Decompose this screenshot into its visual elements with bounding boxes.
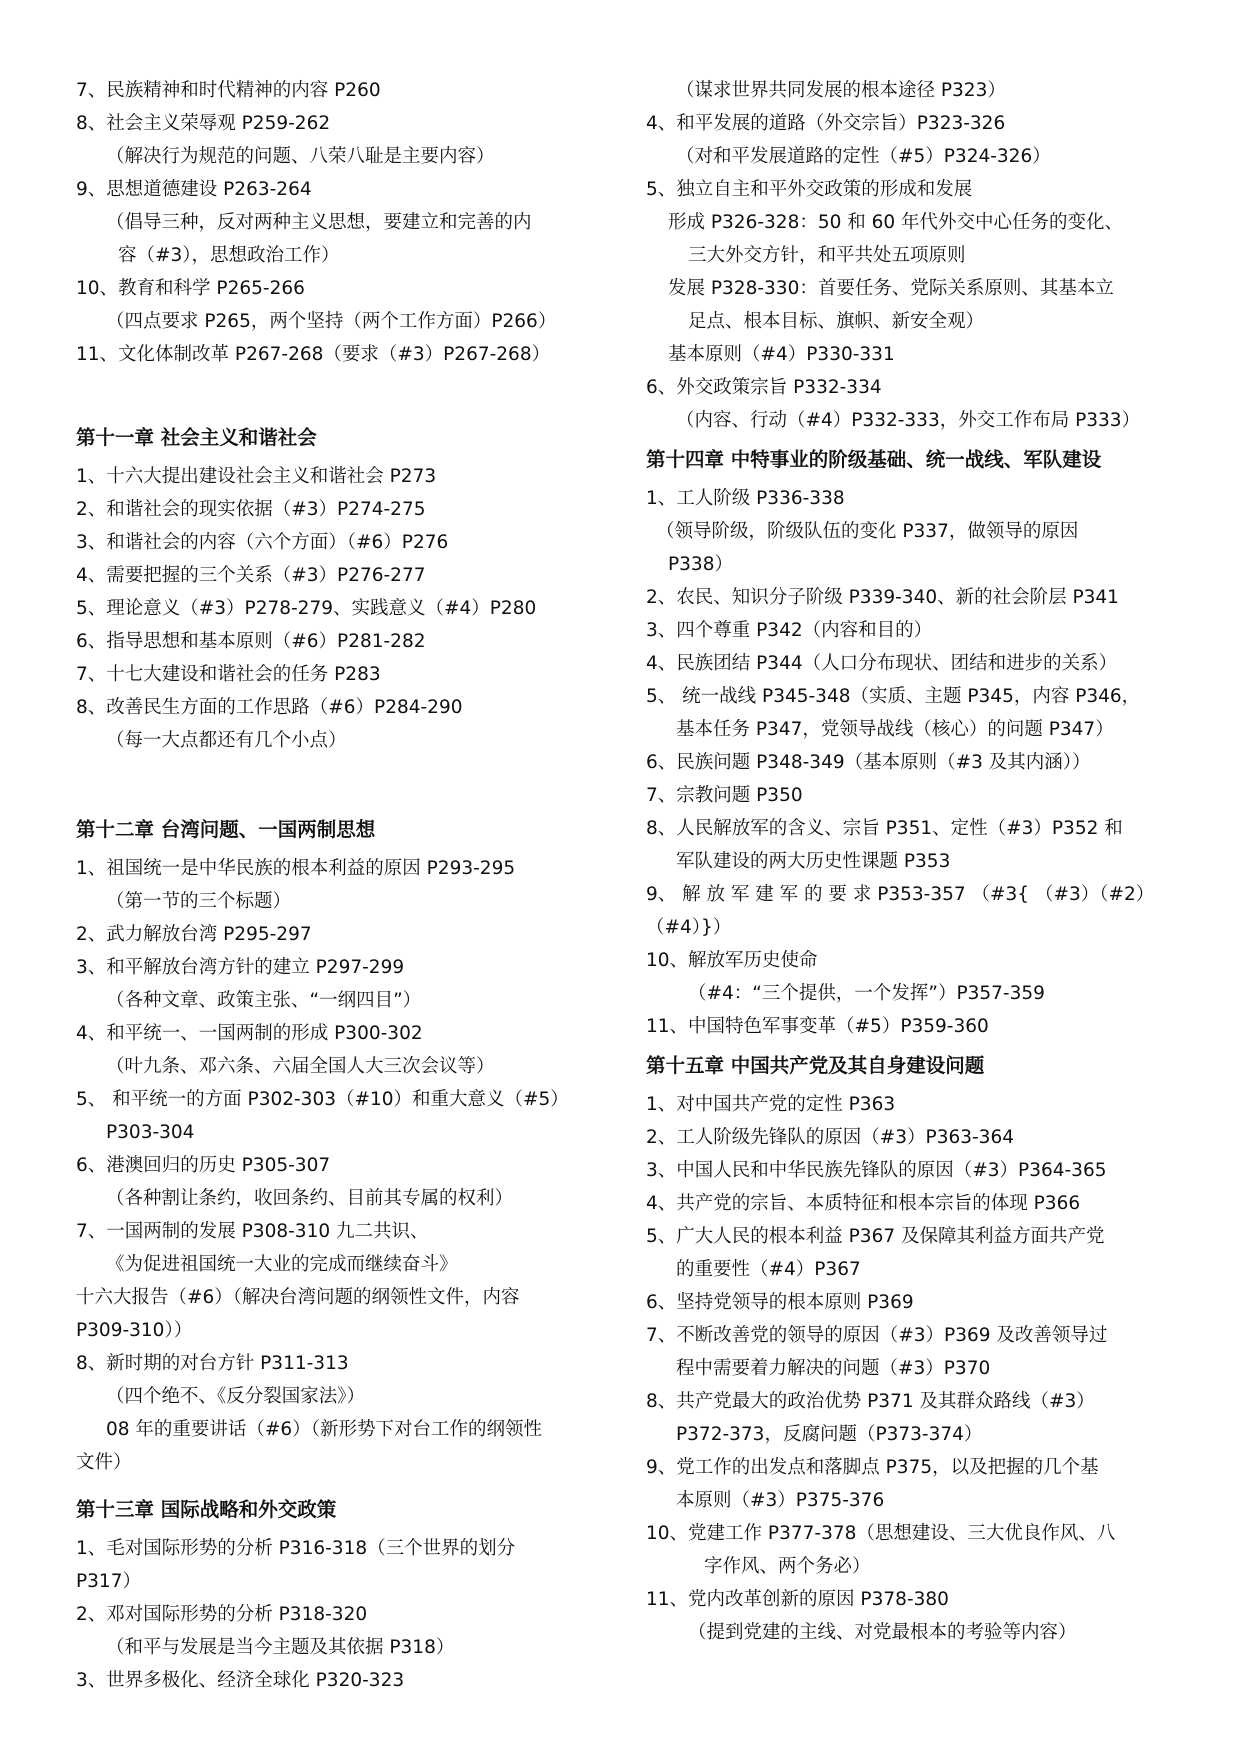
outline-line: （领导阶级，阶级队伍的变化 P337，做领导的原因: [656, 521, 1079, 542]
chapter-heading: 第十三章 国际战略和外交政策: [76, 1498, 337, 1521]
outline-line: P372-373，反腐问题（P373-374）: [676, 1424, 983, 1445]
outline-line: 7、十七大建设和谐社会的任务 P283: [76, 664, 381, 685]
outline-line: 3、中国人民和中华民族先锋队的原因（#3）P364-365: [646, 1160, 1107, 1181]
outline-line: （#4：“三个提供，一个发挥”）P357-359: [688, 983, 1045, 1004]
outline-line: 5、广大人民的根本利益 P367 及保障其利益方面共产党: [646, 1226, 1105, 1247]
outline-line: 08 年的重要讲话（#6）（新形势下对台工作的纲领性: [106, 1419, 542, 1440]
outline-line: 1、十六大提出建设社会主义和谐社会 P273: [76, 466, 437, 487]
outline-line: 5、理论意义（#3）P278-279、实践意义（#4）P280: [76, 598, 537, 619]
outline-line: （倡导三种，反对两种主义思想，要建立和完善的内: [106, 212, 532, 233]
outline-line: P338）: [668, 554, 733, 575]
outline-line: P317）: [76, 1571, 141, 1592]
outline-line: （第一节的三个标题）: [106, 891, 292, 912]
outline-line: P309-310））: [76, 1320, 193, 1341]
outline-line: 10、教育和科学 P265-266: [76, 278, 305, 299]
outline-line: 8、社会主义荣辱观 P259-262: [76, 113, 331, 134]
outline-line: 6、港澳回归的历史 P305-307: [76, 1155, 331, 1176]
outline-line: 2、农民、知识分子阶级 P339-340、新的社会阶层 P341: [646, 587, 1119, 608]
outline-line: （四点要求 P265，两个坚持（两个工作方面）P266）: [106, 311, 557, 332]
outline-line: （叶九条、邓六条、六届全国人大三次会议等）: [106, 1056, 495, 1077]
outline-line: 9、思想道德建设 P263-264: [76, 179, 312, 200]
outline-line: 军队建设的两大历史性课题 P353: [676, 851, 951, 872]
outline-line: P303-304: [106, 1122, 195, 1143]
outline-line: 3、世界多极化、经济全球化 P320-323: [76, 1670, 405, 1691]
outline-line: 6、外交政策宗旨 P332-334: [646, 377, 882, 398]
outline-line: 1、祖国统一是中华民族的根本利益的原因 P293-295: [76, 858, 516, 879]
outline-line: 8、改善民生方面的工作思路（#6）P284-290: [76, 697, 463, 718]
spacer: [76, 371, 616, 421]
outline-line: （解决行为规范的问题、八荣八耻是主要内容）: [106, 146, 495, 167]
outline-line: 8、新时期的对台方针 P311-313: [76, 1353, 349, 1374]
outline-line: 7、宗教问题 P350: [646, 785, 803, 806]
chapter-heading: 第十五章 中国共产党及其自身建设问题: [646, 1054, 985, 1077]
outline-line: 基本原则（#4）P330-331: [668, 344, 895, 365]
outline-line: 2、和谐社会的现实依据（#3）P274-275: [76, 499, 426, 520]
outline-line: 8、人民解放军的含义、宗旨 P351、定性（#3）P352 和: [646, 818, 1123, 839]
outline-line: 的重要性（#4）P367: [676, 1259, 861, 1280]
outline-line: 本原则（#3）P375-376: [676, 1490, 885, 1511]
outline-line: 2、武力解放台湾 P295-297: [76, 924, 312, 945]
chapter-heading: 第十一章 社会主义和谐社会: [76, 426, 317, 449]
outline-line: 9、 解 放 军 建 军 的 要 求 P353-357 （#3{ （#3）（#2）: [646, 884, 1155, 905]
outline-line: 11、党内改革创新的原因 P378-380: [646, 1589, 949, 1610]
spacer: [76, 1479, 616, 1493]
outline-line: 基本任务 P347，党领导战线（核心）的问题 P347）: [676, 719, 1114, 740]
chapter-heading: 第十二章 台湾问题、一国两制思想: [76, 818, 376, 841]
outline-line: 5、独立自主和平外交政策的形成和发展: [646, 179, 973, 200]
outline-line: 十六大报告（#6）（解决台湾问题的纲领性文件，内容: [76, 1287, 520, 1308]
outline-line: 1、工人阶级 P336-338: [646, 488, 845, 509]
outline-line: （内容、行动（#4）P332-333，外交工作布局 P333）: [676, 410, 1141, 431]
outline-line: 程中需要着力解决的问题（#3）P370: [676, 1358, 991, 1379]
outline-line: 4、需要把握的三个关系（#3）P276-277: [76, 565, 426, 586]
outline-line: 3、和平解放台湾方针的建立 P297-299: [76, 957, 405, 978]
outline-line: 7、一国两制的发展 P308-310 九二共识、: [76, 1221, 429, 1242]
outline-line: （每一大点都还有几个小点）: [106, 730, 347, 751]
outline-line: 2、邓对国际形势的分析 P318-320: [76, 1604, 368, 1625]
outline-line: 4、民族团结 P344（人口分布现状、团结和进步的关系）: [646, 653, 1118, 674]
outline-line: （谋求世界共同发展的根本途径 P323）: [676, 80, 1006, 101]
outline-line: 文件）: [76, 1452, 132, 1473]
outline-line: 1、毛对国际形势的分析 P316-318（三个世界的划分: [76, 1538, 516, 1559]
outline-line: 形成 P326-328：50 和 60 年代外交中心任务的变化、: [668, 212, 1124, 233]
outline-line: 4、和平统一、一国两制的形成 P300-302: [76, 1023, 423, 1044]
outline-line: 3、和谐社会的内容（六个方面）（#6）P276: [76, 532, 449, 553]
left-column: [76, 74, 616, 1697]
outline-line: 9、党工作的出发点和落脚点 P375，以及把握的几个基: [646, 1457, 1099, 1478]
outline-line: （和平与发展是当今主题及其依据 P318）: [106, 1637, 455, 1658]
outline-line: 3、四个尊重 P342（内容和目的）: [646, 620, 933, 641]
outline-line: 10、解放军历史使命: [646, 950, 818, 971]
outline-line: 2、工人阶级先锋队的原因（#3）P363-364: [646, 1127, 1014, 1148]
outline-line: 7、民族精神和时代精神的内容 P260: [76, 80, 381, 101]
outline-line: 5、 统一战线 P345-348（实质、主题 P345，内容 P346，: [646, 686, 1141, 707]
outline-line: （各种文章、政策主张、“一纲四目”）: [106, 990, 422, 1011]
outline-line: 6、指导思想和基本原则（#6）P281-282: [76, 631, 426, 652]
outline-line: 4、共产党的宗旨、本质特征和根本宗旨的体现 P366: [646, 1193, 1081, 1214]
outline-line: 6、民族问题 P348-349（基本原则（#3 及其内涵））: [646, 752, 1091, 773]
right-column: [646, 74, 1186, 1649]
outline-line: 三大外交方针，和平共处五项原则: [688, 245, 966, 266]
outline-line: （#4）}）: [646, 917, 732, 938]
outline-line: 发展 P328-330：首要任务、党际关系原则、其基本立: [668, 278, 1114, 299]
outline-line: 11、中国特色军事变革（#5）P359-360: [646, 1016, 989, 1037]
outline-line: （各种割让条约，收回条约、目前其专属的权利）: [106, 1188, 514, 1209]
outline-line: 8、共产党最大的政治优势 P371 及其群众路线（#3）: [646, 1391, 1095, 1412]
chapter-heading: 第十四章 中特事业的阶级基础、统一战线、军队建设: [646, 448, 1102, 471]
outline-line: （提到党建的主线、对党最根本的考验等内容）: [688, 1622, 1077, 1643]
outline-line: 4、和平发展的道路（外交宗旨）P323-326: [646, 113, 1006, 134]
outline-line: 10、党建工作 P377-378（思想建设、三大优良作风、八: [646, 1523, 1116, 1544]
spacer: [76, 757, 616, 807]
outline-line: 足点、根本目标、旗帜、新安全观）: [688, 311, 985, 332]
outline-line: 字作风、两个务必）: [704, 1556, 871, 1577]
outline-line: 容（#3），思想政治工作）: [118, 245, 340, 266]
outline-line: 《为促进祖国统一大业的完成而继续奋斗》: [106, 1254, 458, 1275]
outline-line: （四个绝不、《反分裂国家法》）: [106, 1386, 366, 1407]
outline-line: 11、文化体制改革 P267-268（要求（#3）P267-268）: [76, 344, 551, 365]
outline-line: 1、对中国共产党的定性 P363: [646, 1094, 896, 1115]
outline-line: 5、 和平统一的方面 P302-303（#10）和重大意义（#5）: [76, 1089, 569, 1110]
outline-line: （对和平发展道路的定性（#5）P324-326）: [676, 146, 1051, 167]
outline-line: 6、坚持党领导的根本原则 P369: [646, 1292, 914, 1313]
outline-line: 7、不断改善党的领导的原因（#3）P369 及改善领导过: [646, 1325, 1108, 1346]
